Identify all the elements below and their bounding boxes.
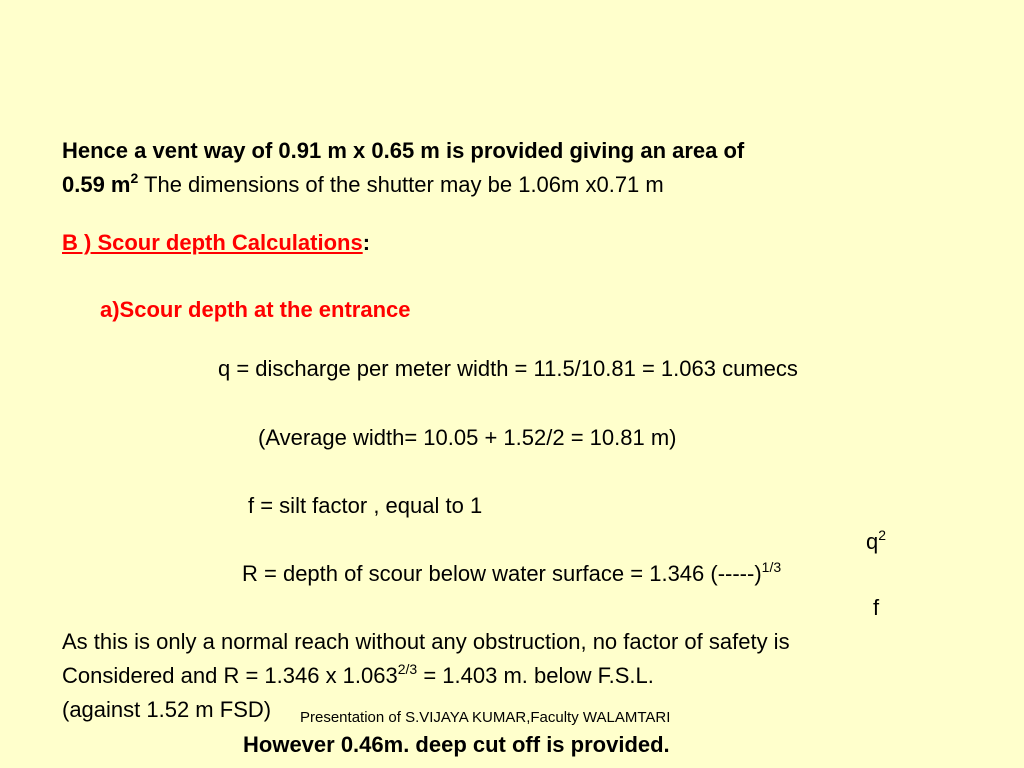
vent-way-line: Hence a vent way of 0.91 m x 0.65 m is provided giving an area of <box>62 138 745 163</box>
formula-numerator-q: q <box>866 529 879 554</box>
footer-credit: Presentation of S.VIJAYA KUMAR,Faculty WALAMTARI <box>300 709 671 726</box>
formula-denominator: f <box>873 595 880 620</box>
final-note: However 0.46m. deep cut off is provided. <box>243 732 670 757</box>
conclusion-line-2-suffix: = 1.403 m. below F.S.L. <box>417 663 654 688</box>
conclusion-line-2 <box>62 663 654 691</box>
conclusion-line-1: As this is only a normal reach without any obstruction, no factor of safety is <box>62 629 790 654</box>
formula-numerator-exp: 2 <box>878 527 887 543</box>
section-b-colon: : <box>362 230 371 255</box>
area-value: 0.59 m <box>62 172 131 197</box>
discharge-line: q = discharge per meter width = 11.5/10.81 = 1.063 cumecs <box>218 356 798 381</box>
average-width-line: (Average width= 10.05 + 1.52/2 = 10.81 m) <box>258 425 677 450</box>
scour-depth-formula-text: R = depth of scour below water surface = 1.346 (-----) <box>242 561 762 586</box>
area-shutter-line <box>62 172 664 200</box>
section-b-heading <box>62 230 370 256</box>
conclusion-line-2-prefix: Considered and R = 1.346 x 1.063 <box>62 663 398 688</box>
scour-depth-formula-exp: 1/3 <box>761 559 782 575</box>
section-b-label: B ) Scour depth Calculations <box>62 230 363 255</box>
conclusion-line-3: (against 1.52 m FSD) <box>62 697 272 722</box>
formula-numerator <box>866 529 886 557</box>
area-unit-exponent: 2 <box>130 170 139 186</box>
scour-depth-formula-line <box>242 561 781 589</box>
shutter-dimensions-text: The dimensions of the shutter may be 1.06m x0.71 m <box>144 172 664 197</box>
conclusion-line-2-exp: 2/3 <box>397 661 418 677</box>
subsection-a-heading: a)Scour depth at the entrance <box>100 297 411 322</box>
silt-factor-line: f = silt factor , equal to 1 <box>248 493 483 518</box>
